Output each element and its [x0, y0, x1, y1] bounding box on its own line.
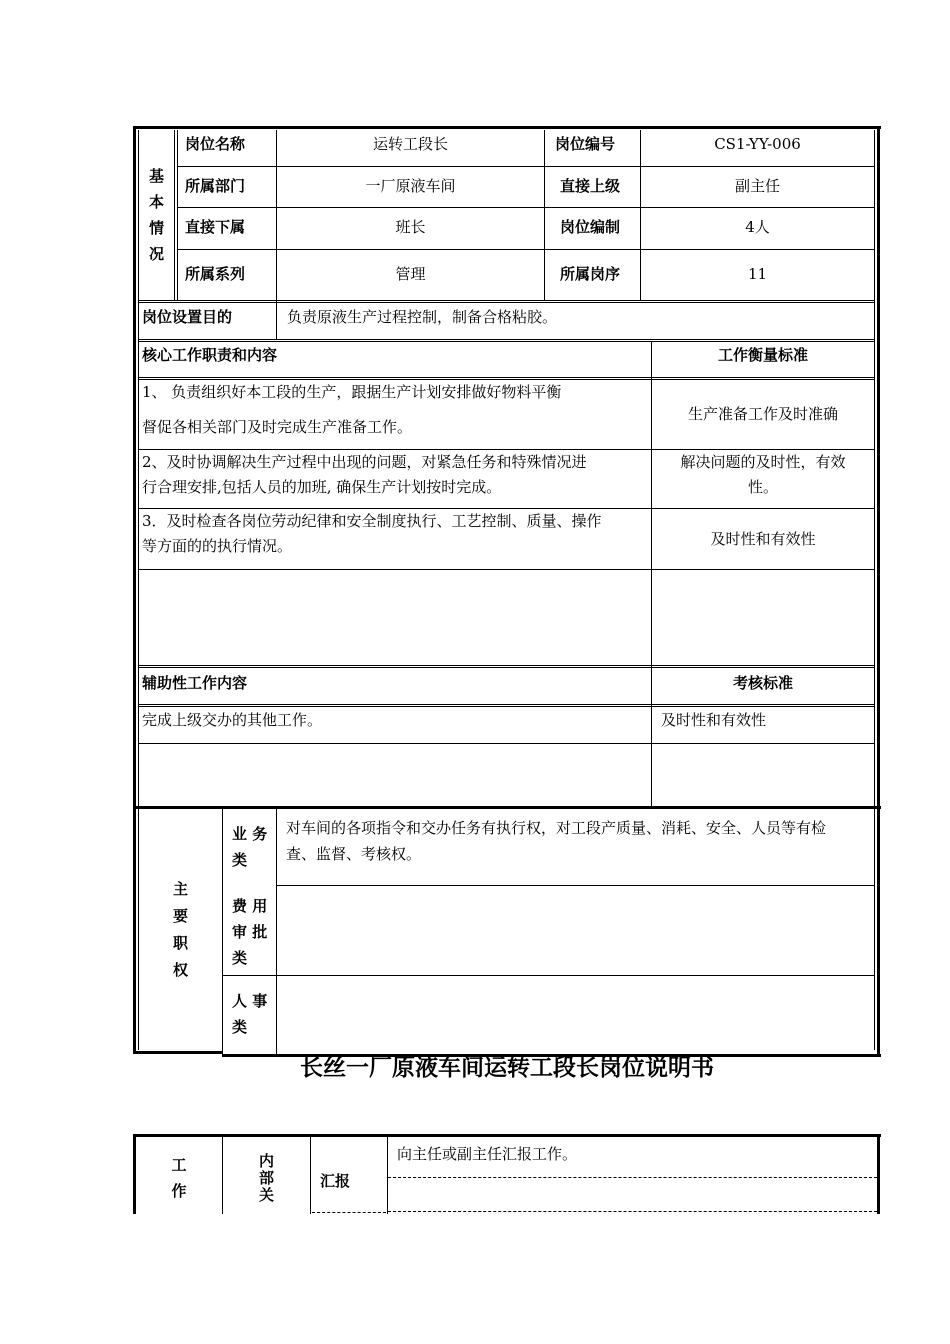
- core-item-3-standard: 及时性和有效性: [710, 530, 816, 548]
- basic-char: 基: [148, 167, 164, 185]
- basic-char: 本: [148, 193, 164, 211]
- core-item-1-standard: 生产准备工作及时准确: [687, 405, 838, 423]
- hr-label-line: 类: [232, 1018, 248, 1036]
- label-purpose: 岗位设置目的: [142, 308, 233, 326]
- core-item-3-line1: 3．及时检查各岗位劳动纪律和安全制度执行、工艺控制、质量、操作: [142, 512, 602, 530]
- value-department: 一厂原液车间: [365, 177, 456, 195]
- expense-label-line: 审 批: [232, 923, 268, 941]
- report-text: 向主任或副主任汇报工作。: [397, 1145, 578, 1163]
- expense-label-line: 费 用: [232, 897, 268, 915]
- internal-char: 部: [258, 1168, 274, 1187]
- core-item-2-line1: 2、及时协调解决生产过程中出现的问题，对紧急任务和特殊情况进: [142, 453, 587, 471]
- label-series: 所属系列: [185, 265, 246, 283]
- basic-char: 情: [148, 219, 164, 237]
- expense-label: [232, 893, 267, 971]
- value-series: 管理: [395, 265, 426, 283]
- core-header-right: 工作衡量标准: [717, 346, 808, 364]
- internal-char: 关: [258, 1185, 274, 1204]
- business-text: [286, 815, 826, 867]
- business-label-line: 类: [232, 851, 248, 869]
- work-char: 工: [171, 1156, 187, 1174]
- business-text-line: 查、监督、考核权。: [286, 845, 422, 863]
- core-item-2-line2: 行合理安排,包括人员的加班, 确保生产计划按时完成。: [142, 478, 502, 496]
- value-supervisor: 副主任: [734, 177, 780, 195]
- core-item-2-standard: 解决问题的及时性，有效: [680, 453, 846, 471]
- value-position-name: 运转工段长: [372, 135, 448, 153]
- value-purpose: 负责原液生产过程控制，制备合格粘胶。: [287, 308, 558, 326]
- label-headcount: 岗位编制: [560, 218, 621, 236]
- core-item-3-line2: 等方面的的执行情况。: [142, 537, 293, 555]
- aux-standard: 及时性和有效性: [661, 711, 767, 729]
- internal-char: 内: [258, 1151, 274, 1170]
- core-item-2-standard-cont: 性。: [747, 478, 778, 496]
- business-label: [232, 821, 267, 873]
- label-subordinate: 直接下属: [185, 218, 246, 236]
- label-department: 所属部门: [185, 177, 246, 195]
- authority-char: 要: [172, 907, 188, 925]
- label-rank: 所属岗序: [560, 265, 621, 283]
- authority-section-label: [139, 809, 222, 1051]
- aux-header-left: 辅助性工作内容: [142, 674, 248, 692]
- expense-label-line: 类: [232, 949, 248, 967]
- business-label-line: 业 务: [232, 825, 268, 843]
- document-title: 长丝一厂原液车间运转工段长岗位说明书: [300, 1055, 714, 1081]
- work-char: 作: [171, 1182, 187, 1200]
- label-position-name: 岗位名称: [185, 135, 246, 153]
- work-col2-label: [223, 1150, 310, 1206]
- authority-char: 主: [172, 880, 188, 898]
- authority-char: 职: [172, 934, 188, 952]
- value-headcount: 4人: [745, 218, 770, 236]
- basic-section-label: [139, 130, 174, 300]
- label-position-code: 岗位编号: [555, 135, 616, 153]
- value-rank: 11: [747, 265, 768, 283]
- core-item-1-line2: 督促各相关部门及时完成生产准备工作。: [142, 418, 413, 436]
- report-label: 汇报: [320, 1172, 351, 1190]
- value-position-code: CS1-YY-006: [714, 135, 801, 153]
- aux-item: 完成上级交办的其他工作。: [142, 711, 323, 729]
- value-subordinate: 班长: [395, 218, 426, 236]
- label-supervisor: 直接上级: [560, 177, 621, 195]
- core-header-left: 核心工作职责和内容: [142, 346, 278, 364]
- authority-char: 权: [172, 961, 188, 979]
- business-text-line: 对车间的各项指令和交办任务有执行权，对工段产质量、消耗、安全、人员等有检: [286, 819, 827, 837]
- work-col1-label: [136, 1150, 222, 1206]
- core-item-1-line1: 1、 负责组织好本工段的生产，跟据生产计划安排做好物料平衡: [142, 383, 562, 401]
- basic-char: 况: [148, 245, 164, 263]
- hr-label: [232, 988, 267, 1040]
- aux-header-right: 考核标准: [732, 674, 793, 692]
- hr-label-line: 人 事: [232, 992, 268, 1010]
